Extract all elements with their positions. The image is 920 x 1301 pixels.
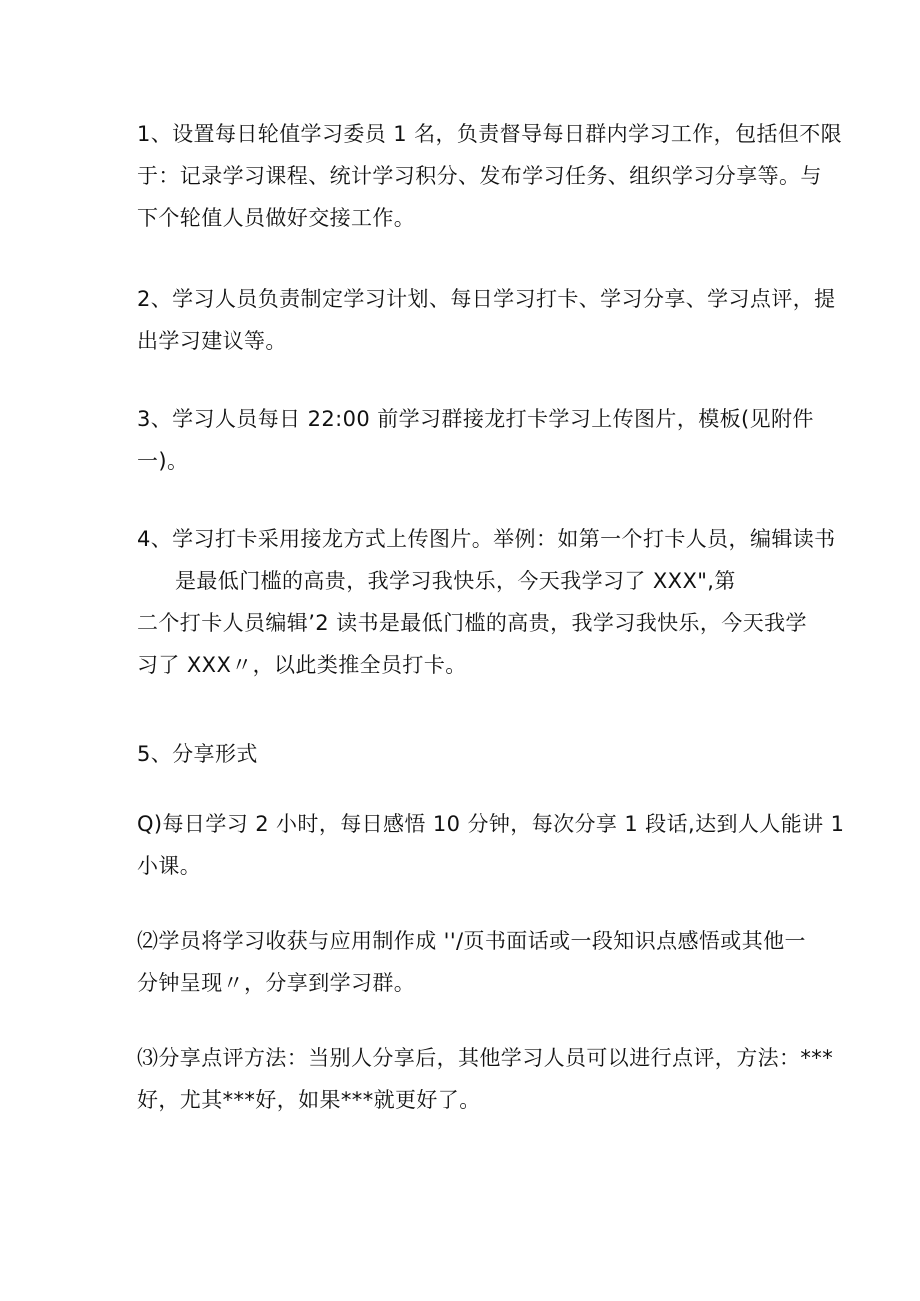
text-line: 习了 XXX〃，以此类推全员打卡。 bbox=[137, 653, 467, 677]
text-line: 4、学习打卡采用接龙方式上传图片。举例：如第一个打卡人员，编辑读书 bbox=[137, 527, 836, 551]
text-line: 2、学习人员负责制定学习计划、每日学习打卡、学习分享、学习点评，提 bbox=[137, 287, 836, 311]
rule-paragraph-1 bbox=[137, 113, 843, 239]
text-line: 出学习建议等。 bbox=[137, 329, 287, 353]
share-item-2 bbox=[137, 920, 806, 1004]
text-line: ⑶分享点评方法：当别人分享后，其他学习人员可以进行点评，方法：*** bbox=[137, 1046, 834, 1070]
text-line: 分钟呈现〃，分享到学习群。 bbox=[137, 971, 416, 995]
text-line: 二个打卡人员编辑’2 读书是最低门槛的高贵，我学习我快乐，今天我学 bbox=[137, 611, 807, 635]
text-line: 是最低门槛的高贵，我学习我快乐，今天我学习了 XXX",第 bbox=[175, 569, 736, 593]
text-line: 1、设置每日轮值学习委员 1 名，负责督导每日群内学习工作，包括但不限 bbox=[137, 122, 843, 146]
text-line: 好，尤其***好，如果***就更好了。 bbox=[137, 1088, 481, 1112]
rule-paragraph-2 bbox=[137, 278, 836, 362]
text-line: 小课。 bbox=[137, 854, 202, 878]
text-line: 一)。 bbox=[137, 449, 189, 473]
text-line: ⑵学员将学习收获与应用制作成 ''/页书面话或一段知识点感悟或其他一 bbox=[137, 929, 806, 953]
text-line: 3、学习人员每日 22:00 前学习群接龙打卡学习上传图片，模板(见附件 bbox=[137, 407, 814, 431]
share-item-3 bbox=[137, 1037, 834, 1121]
rule-paragraph-4 bbox=[137, 518, 836, 686]
text-line: 5、分享形式 bbox=[137, 742, 258, 766]
text-line: Q)每日学习 2 小时，每日感悟 10 分钟，每次分享 1 段话,达到人人能讲 1 bbox=[137, 812, 845, 836]
section-heading-share-format bbox=[137, 733, 797, 775]
rule-paragraph-3 bbox=[137, 398, 814, 482]
text-line: 下个轮值人员做好交接工作。 bbox=[137, 206, 416, 230]
text-line: 于：记录学习课程、统计学习积分、发布学习任务、组织学习分享等。与 bbox=[137, 164, 822, 188]
share-item-1 bbox=[137, 803, 845, 887]
